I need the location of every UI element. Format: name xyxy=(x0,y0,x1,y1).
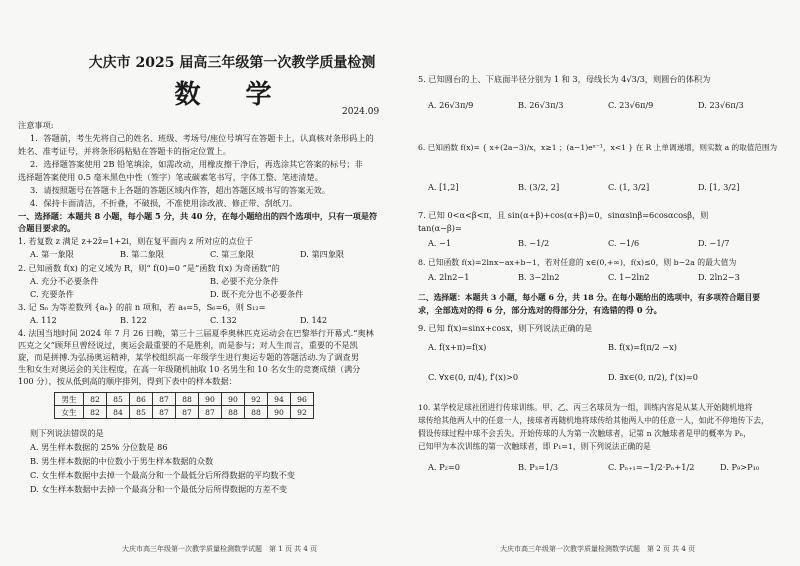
option: C. ∀x∈(0, π/4), f′(x)>0 xyxy=(428,372,519,382)
right-page xyxy=(410,0,800,566)
option: A. 第一象限 xyxy=(30,249,74,259)
score-table xyxy=(54,392,314,419)
option: D. 既不充分也不必要条件 xyxy=(210,289,304,299)
section-heading: 求，全部选对的得 6 分，部分选对的得部分分，有选错的得 0 分。 xyxy=(418,305,662,315)
option: A. 2ln2−1 xyxy=(428,272,470,282)
page-footer: 大庆市高三年级第一次教学质量检测数学试题 第 1 页 共 4 页 xyxy=(122,545,318,553)
table-cell: 87 xyxy=(153,393,176,406)
option: D. P₉>P₁₀ xyxy=(720,462,760,472)
option: C. 充要条件 xyxy=(30,289,74,299)
question-10-text: 10. 某学校足球社团进行传球训练。甲、乙、丙三名球员为一组，训练内容是从某人开始随机地将 xyxy=(418,403,753,412)
row-label: 女生 xyxy=(55,406,84,419)
table-cell: 85 xyxy=(130,406,153,419)
table-cell: 87 xyxy=(176,406,199,419)
option: C. (1, 3/2] xyxy=(608,182,650,192)
exam-title: 大庆市 2025 届高三年级第一次教学质量检测 xyxy=(88,55,376,71)
option: D. −1/7 xyxy=(698,238,730,248)
question-8: 8. 已知函数 f(x)=2lnx−ax+b−1，若对任意的 x∈(0,+∞)，f(x)≤0，则 b−2a 的最大值为 xyxy=(418,258,737,267)
section-heading: 二、选择题：本题共 3 小题，每小题 6 分，共 18 分。在每小题给出的选项中，有多项符合题目要 xyxy=(418,293,761,302)
table-cell: 82 xyxy=(84,406,107,419)
notice-line: 选择题答案使用 0.5 毫米黑色中性（签字）笔或碳素笔书写，字体工整、笔迹清楚。 xyxy=(18,172,323,182)
option: C. −1/6 xyxy=(608,238,640,248)
question-4-text: 生和女生对奥运会的关注程度，在高一年级随机抽取 10 名男生和 10 名女生的竞赛成绩（满分 xyxy=(18,364,361,374)
option: C. Pₙ₊₁=−1/2·Pₙ+1/2 xyxy=(608,462,695,472)
question-4-text: 匹克之父”顾拜旦曾经说过，奥运会最重要的不是胜利，而是参与；对人生而言，重要的不是凯 xyxy=(18,340,358,350)
question-4-text: 4. 法国当地时间 2024 年 7 月 26 日晚，第三十三届夏季奥林匹克运动会在巴黎举行开幕式.“奥林 xyxy=(18,328,374,338)
table-cell: 88 xyxy=(222,406,245,419)
option: C. 23√6π/9 xyxy=(608,100,654,110)
notice-heading: 注意事项: xyxy=(18,120,54,130)
page-footer: 大庆市高三年级第一次教学质量检测数学试题 第 2 页 共 4 页 xyxy=(500,545,696,553)
left-page xyxy=(12,0,402,566)
table-cell: 92 xyxy=(245,393,268,406)
question-7: 7. 已知 0<α<β<π，且 sin(α+β)+cos(α+β)=0，sinαsinβ=6cosαcosβ，则 xyxy=(418,210,709,220)
notice-line: 姓名、准考证号，并将条形码粘贴在答题卡的指定位置上。 xyxy=(18,146,231,156)
question-5: 5. 已知圆台的上、下底面半径分别为 1 和 3，母线长为 4√3/3，则圆台的体积为 xyxy=(418,74,711,84)
table-row xyxy=(55,406,314,419)
table-cell: 87 xyxy=(199,406,222,419)
option: A. [1,2] xyxy=(428,182,459,192)
table-cell: 90 xyxy=(199,393,222,406)
table-cell: 88 xyxy=(245,406,268,419)
option: A. 男生样本数据的 25% 分位数是 86 xyxy=(30,442,168,452)
notice-line: 2．选择题答案使用 2B 铅笔填涂，如需改动，用橡皮擦干净后，再选涂其它答案的标号；非 xyxy=(30,159,363,169)
option: B. 第二象限 xyxy=(120,249,164,259)
option: A. 112 xyxy=(30,315,57,325)
option: C. 132 xyxy=(210,315,237,325)
exam-date: 2024.09 xyxy=(342,107,380,117)
table-cell: 96 xyxy=(291,393,314,406)
option: D. 2ln2−3 xyxy=(698,272,740,282)
option: D. 142 xyxy=(300,315,328,325)
question-2: 2. 已知函数 f(x) 的定义域为 R，则“ f(0)=0 ”是“函数 f(x) 为奇函数”的 xyxy=(18,263,280,273)
option: D. 第四象限 xyxy=(300,249,345,259)
question-4-ask: 则下列说法错误的是 xyxy=(30,428,104,438)
option: A. 充分不必要条件 xyxy=(30,276,99,286)
table-cell: 84 xyxy=(107,406,130,419)
table-cell: 85 xyxy=(107,393,130,406)
table-row xyxy=(55,393,314,406)
exam-subject: 数 学 xyxy=(174,80,290,110)
section-heading: 合题目要求的。 xyxy=(18,223,76,233)
question-7: tan(α−β)= xyxy=(418,223,462,233)
option: A. f(x+π)=f(x) xyxy=(428,342,487,352)
table-cell: 90 xyxy=(222,393,245,406)
option: B. 26√3π/3 xyxy=(518,100,564,110)
table-cell: 92 xyxy=(291,406,314,419)
option: D. ∃x∈(0, π/2), f′(x)=0 xyxy=(608,372,698,382)
option: A. −1 xyxy=(428,238,452,248)
notice-line: 4．保持卡面清洁，不折叠，不破损，不准使用涂改液、修正带、刮纸刀。 xyxy=(30,198,298,208)
question-10-text: 球传给其他两人中的任意一人，接球者再随机地将球传给其他两人中的任意一人，如此不停地传下去， xyxy=(418,416,769,425)
table-cell: 90 xyxy=(268,406,291,419)
question-9: 9. 已知 f(x)=sinx+cosx，则下列说法正确的是 xyxy=(418,323,593,333)
option: A. P₂=0 xyxy=(428,462,460,472)
question-6: 6. 已知函数 f(x)= { x+(2a−3)/x，x≥1 ；(a−1)eˣ⁻¹，x<1 } 在 R 上单调递增，则实数 a 的取值范围为 xyxy=(418,143,778,152)
table-cell: 82 xyxy=(84,393,107,406)
option: B. f(x)=f(π/2 −x) xyxy=(608,342,677,352)
question-10-text: 假设传球过程中球不会丢失。开始传球的人为第一次触球者，记第 n 次触球者是甲的概率为 Pₙ， xyxy=(418,429,751,438)
section-heading: 一、选择题：本题共 8 小题，每小题 5 分，共 40 分，在每小题给出的四个选项中，只有一项是符 xyxy=(18,211,378,221)
notice-line: 3．请按照题号在答题卡上各题的答题区域内作答，超出答题区域书写的答案无效。 xyxy=(30,185,330,195)
notice-line: 1．答题前，考生先将自己的姓名、班级、考场号/座位号填写在答题卡上，认真核对条形码上的 xyxy=(30,133,374,143)
option: C. 女生样本数据中去掉一个最高分和一个最低分后所得数据的平均数不变 xyxy=(30,470,295,480)
question-1: 1. 若复数 z 满足 z+2z̄=1+2i，则在复平面内 z 所对应的点位于 xyxy=(18,236,254,246)
option: D. [1, 3/2] xyxy=(698,182,740,192)
row-label: 男生 xyxy=(55,393,84,406)
option: B. 122 xyxy=(120,315,147,325)
table-cell: 94 xyxy=(268,393,291,406)
option: B. 男生样本数据的中位数小于男生样本数据的众数 xyxy=(30,456,214,466)
option: B. −1/2 xyxy=(518,238,550,248)
option: C. 第三象限 xyxy=(210,249,254,259)
option: B. P₃=1/3 xyxy=(518,462,559,472)
option: B. 必要不充分条件 xyxy=(210,276,279,286)
question-10-text: 已知甲为本次训练的第一次触球者，即 P₁=1，则下列说法正确的是 xyxy=(418,442,651,451)
question-4-text: 旋，而是拼搏.为弘扬奥运精神，某学校组织高一年级学生进行奥运专题的答题活动.为了调查男 xyxy=(18,352,359,362)
question-3: 3. 记 Sₙ 为等差数列 {aₙ} 的前 n 项和，若 a₄=5，S₆=6，则 S₁₂= xyxy=(18,302,266,312)
option: B. (3/2, 2] xyxy=(518,182,560,192)
option: C. 1−2ln2 xyxy=(608,272,650,282)
option: B. 3−2ln2 xyxy=(518,272,560,282)
table-cell: 88 xyxy=(176,393,199,406)
option: D. 23√6π/3 xyxy=(698,100,744,110)
option: A. 26√3π/9 xyxy=(428,100,474,110)
table-cell: 87 xyxy=(153,406,176,419)
table-cell: 86 xyxy=(130,393,153,406)
option: D. 女生样本数据中去掉一个最高分和一个最低分后所得数据的方差不变 xyxy=(30,484,288,494)
question-4-text: 100 分），按从低到高的顺序排列，得到下表中的样本数据： xyxy=(18,376,237,386)
